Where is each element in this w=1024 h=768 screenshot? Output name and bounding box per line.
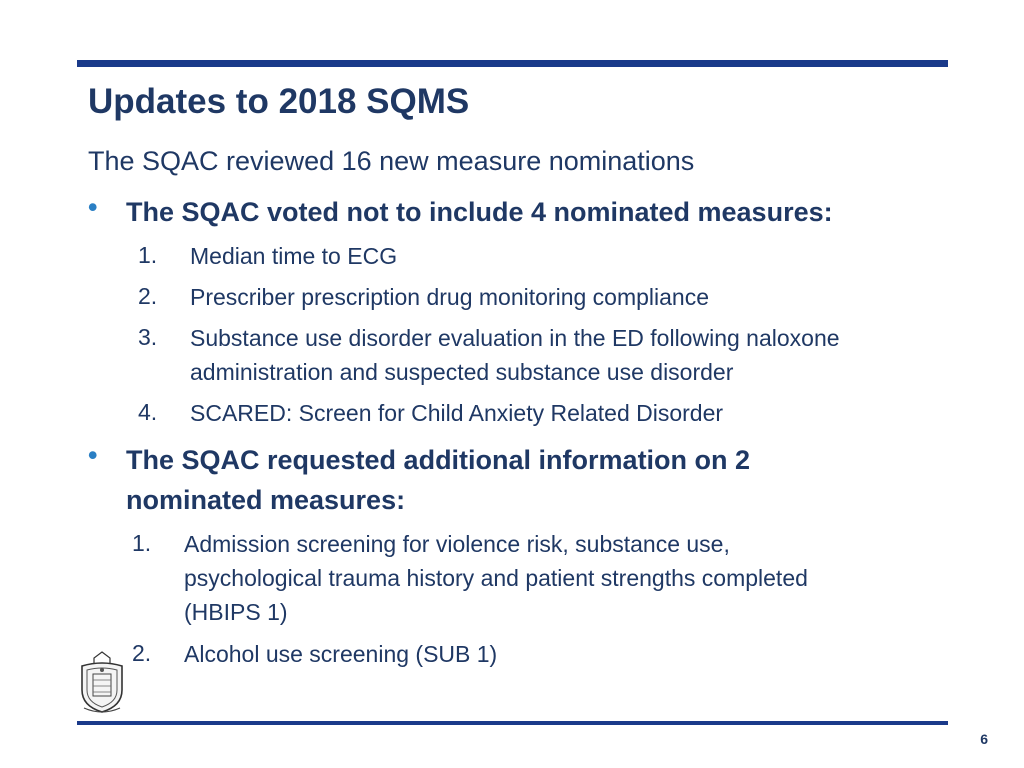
list-item: Median time to ECG <box>190 243 398 269</box>
state-seal-icon <box>76 650 128 714</box>
list-item-line: administration and suspected substance use disorder <box>190 359 734 385</box>
section-heading-requested: nominated measures: <box>126 485 406 515</box>
list-number: 1. <box>132 530 152 556</box>
bullet-marker: • <box>88 192 98 222</box>
list-item-line: Admission screening for violence risk, substance use, <box>184 531 730 557</box>
list-item: Alcohol use screening (SUB 1) <box>184 641 498 667</box>
bottom-rule <box>77 721 948 725</box>
list-number: 2. <box>132 640 152 666</box>
section-heading-requested: The SQAC requested additional information on 2 <box>126 445 751 475</box>
page-number: 6 <box>980 731 988 747</box>
list-number: 2. <box>138 283 158 309</box>
slide-subtitle: The SQAC reviewed 16 new measure nominations <box>88 146 695 176</box>
list-number: 3. <box>138 324 158 350</box>
top-rule <box>77 60 948 67</box>
slide-title: Updates to 2018 SQMS <box>88 82 470 121</box>
list-item-line: (HBIPS 1) <box>184 599 288 625</box>
list-item: Prescriber prescription drug monitoring compliance <box>190 284 710 310</box>
list-item: SCARED: Screen for Child Anxiety Related Disorder <box>190 400 724 426</box>
bullet-marker: • <box>88 440 98 470</box>
list-item-line: Substance use disorder evaluation in the ED following naloxone <box>190 325 840 351</box>
list-number: 1. <box>138 242 158 268</box>
list-number: 4. <box>138 399 158 425</box>
list-item-line: psychological trauma history and patient strengths completed <box>184 565 808 591</box>
section-heading-excluded: The SQAC voted not to include 4 nominated measures: <box>126 197 833 227</box>
